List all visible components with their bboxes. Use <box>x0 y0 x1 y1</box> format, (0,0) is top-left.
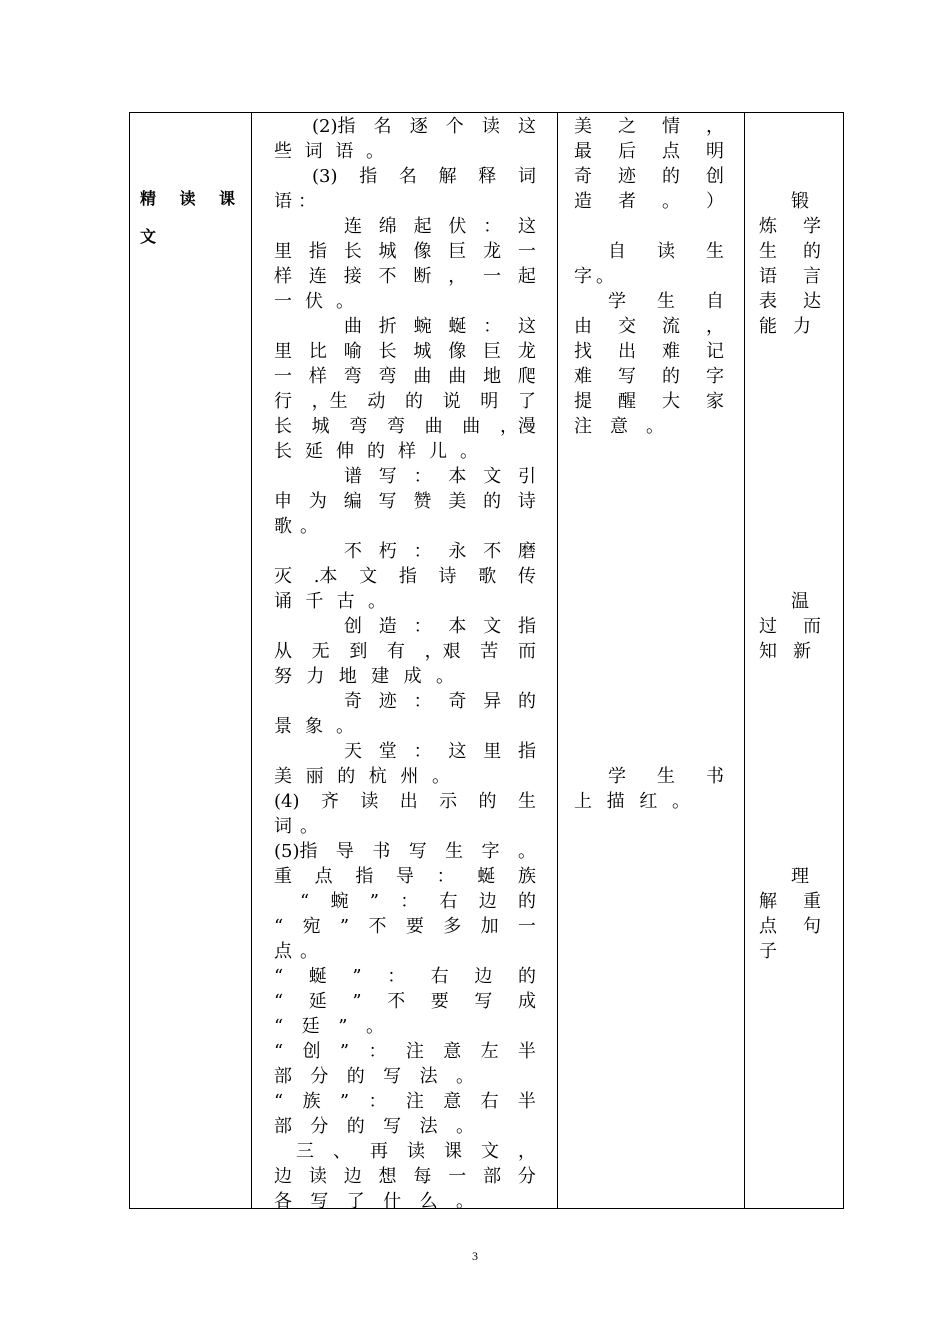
student-text-line: 字 。 <box>574 266 614 287</box>
teacher-text-line: 行 ，生 动 的 说 明 了 <box>274 391 536 412</box>
teacher-text-line: (2)指 名 逐 个 读 这 <box>312 116 536 137</box>
teacher-text-line: 词 。 <box>274 816 318 837</box>
teacher-text-line: 灭 .本 文 指 诗 歌 传 <box>274 566 536 587</box>
teacher-text-line: “ 蜿 ” ： 右 边 的 <box>300 891 536 912</box>
teacher-text-line: 一 伏 。 <box>274 291 354 312</box>
purpose-text-line: 生 的 <box>759 241 821 262</box>
teacher-text-line: 曲 折 蜿 蜒 ： 这 <box>344 316 536 337</box>
student-text-line: 难 写 的 字 <box>574 366 724 387</box>
teacher-text-line: 点 。 <box>274 941 318 962</box>
purpose-text-line: 过 而 <box>759 616 821 637</box>
student-text-line: 美 之 情 ， <box>574 116 724 137</box>
teacher-text-line: 长 延 伸 的 样 儿 。 <box>274 441 478 462</box>
teacher-text-line: (5)指 导 书 写 生 字 。 <box>274 841 536 862</box>
teacher-text-line: 不 朽 ： 永 不 磨 <box>344 541 536 562</box>
purpose-text-line: 理 <box>791 866 809 887</box>
teacher-text-line: 一 样 弯 弯 曲 曲 地 爬 <box>274 366 536 387</box>
teacher-text-line: 谱 写 ： 本 文 引 <box>344 466 536 487</box>
teacher-text-line: 奇 迹 ： 奇 异 的 <box>344 691 536 712</box>
student-text-line: 学 生 书 <box>608 766 724 787</box>
teacher-text-line: 三 、 再 读 课 文 ， <box>296 1141 536 1162</box>
teacher-text-line: 里 指 长 城 像 巨 龙 一 <box>274 241 536 262</box>
section-cell <box>130 113 252 1209</box>
purpose-text-line: 炼 学 <box>759 216 821 237</box>
teacher-text-line: “ 蜒 ” ： 右 边 的 <box>274 966 536 987</box>
teacher-text-line: 长 城 弯 弯 曲 曲 ，漫 <box>274 416 536 437</box>
purpose-text-line: 子 <box>759 941 777 962</box>
purpose-text-line: 表 达 <box>759 291 821 312</box>
teacher-text-line: 创 造 ： 本 文 指 <box>344 616 536 637</box>
student-text-line: 最 后 点 明 <box>574 141 724 162</box>
teacher-text-line: “ 廷 ” 。 <box>274 1016 384 1037</box>
student-activity-cell <box>558 113 745 1209</box>
teacher-text-line: (3) 指 名 解 释 词 <box>312 166 536 187</box>
teacher-text-line: 连 绵 起 伏 ： 这 <box>344 216 536 237</box>
teacher-text-line: 里 比 喻 长 城 像 巨 龙 <box>274 341 536 362</box>
student-text-line: 自 读 生 <box>608 241 724 262</box>
teacher-text-line: “ 创 ” ： 注 意 左 半 <box>274 1041 536 1062</box>
teacher-text-line: “ 族 ” ： 注 意 右 半 <box>274 1091 536 1112</box>
teacher-text-line: 部 分 的 写 法 。 <box>274 1066 474 1087</box>
purpose-text-line: 知 新 <box>759 641 811 662</box>
student-text-line: 由 交 流 ， <box>574 316 724 337</box>
teacher-text-line: 天 堂 ： 这 里 指 <box>344 741 536 762</box>
teacher-text-line: 样 连 接 不 断 ， 一 起 <box>274 266 536 287</box>
teacher-text-line: 语 ： <box>274 191 316 212</box>
teacher-text-line: (4) 齐 读 出 示 的 生 <box>274 791 536 812</box>
purpose-text-line: 温 <box>791 591 809 612</box>
teacher-text-line: 诵 千 古 。 <box>274 591 386 612</box>
section-label: 精 读 课 <box>140 189 235 208</box>
teacher-text-line: 各 写 了 什 么 。 <box>274 1191 474 1212</box>
teacher-text-line: 美 丽 的 杭 州 。 <box>274 766 450 787</box>
student-text-line: 注 意 。 <box>574 416 664 437</box>
teacher-text-line: 景 象 。 <box>274 716 354 737</box>
purpose-text-line: 解 重 <box>759 891 821 912</box>
teacher-text-line: 从 无 到 有 ，艰 苦 而 <box>274 641 536 662</box>
teacher-text-line: 歌 。 <box>274 516 318 537</box>
teacher-activity-cell <box>252 113 558 1212</box>
student-text-line: 找 出 难 记 <box>574 341 724 362</box>
purpose-text-line: 点 句 <box>759 916 821 937</box>
purpose-text-line: 锻 <box>791 191 809 212</box>
page-number: 3 <box>472 1249 478 1263</box>
table-row <box>130 113 844 1209</box>
teacher-text-line: 重 点 指 导 ： 蜒 族 <box>274 866 536 887</box>
student-text-line: 提 醒 大 家 <box>574 391 724 412</box>
lesson-plan-table <box>129 112 844 1212</box>
purpose-text-line: 语 言 <box>759 266 821 287</box>
purpose-text-line: 能 力 <box>759 316 811 337</box>
teacher-text-line: 些 词 语 。 <box>274 141 384 162</box>
student-text-line: 学 生 自 <box>608 291 724 312</box>
teacher-text-line: “ 延 ” 不 要 写 成 <box>274 991 536 1012</box>
teacher-text-line: 努 力 地 建 成 。 <box>274 666 454 687</box>
section-label: 文 <box>140 227 157 246</box>
student-text-line: 造 者 。 ） <box>574 191 724 212</box>
teacher-text-line: 部 分 的 写 法 。 <box>274 1116 474 1137</box>
student-text-line: 奇 迹 的 创 <box>574 166 724 187</box>
student-text-line: 上 描 红 。 <box>574 791 690 812</box>
teacher-text-line: “ 宛 ” 不 要 多 加 一 <box>274 916 536 937</box>
teacher-text-line: 边 读 边 想 每 一 部 分 <box>274 1166 536 1187</box>
design-purpose-cell <box>745 113 844 1209</box>
teacher-text-line: 申 为 编 写 赞 美 的 诗 <box>274 491 536 512</box>
